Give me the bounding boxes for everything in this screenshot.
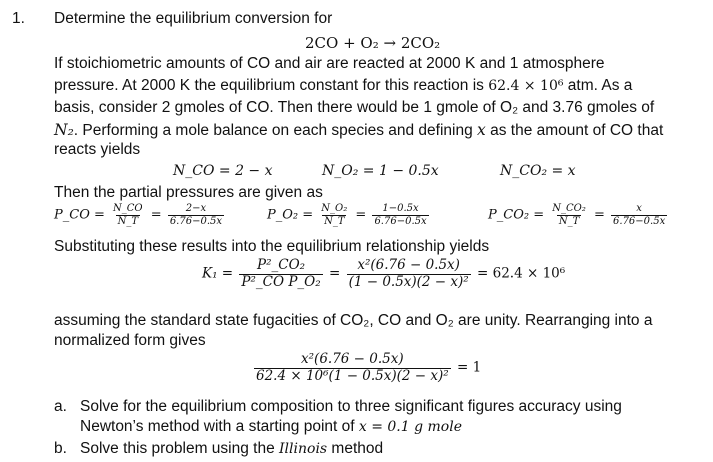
n-o2-equation: N_O₂ = 1 − 0.5x	[322, 163, 439, 179]
n-co-equation: N_CO = 2 − x	[173, 163, 273, 179]
p-co-equation: P_CO = $\frac{N\_CO}{N\_T}$ = $\frac{2-x}{6.76-0.5x}$	[54, 203, 222, 227]
k1-frac1-num: P²_CO₂	[257, 257, 306, 273]
part-a-line-1: Solve for the equilibrium composition to three significant figures accuracy using	[80, 398, 622, 415]
assuming-line-2: normalized form gives	[54, 332, 206, 349]
x-variable: x	[477, 121, 486, 139]
p-co2-den: 6.76−0.5x	[613, 215, 666, 227]
p-co2-lhs: P_CO₂	[488, 207, 530, 223]
part-a-marker: a.	[54, 398, 67, 415]
partial-pressures-intro: Then the partial pressures are given as	[54, 184, 323, 201]
k1-lhs: K₁	[202, 265, 218, 282]
paragraph-line-5: reacts yields	[54, 141, 141, 158]
n-co2-equation: N_CO₂ = x	[500, 163, 576, 179]
paragraph-line-4	[54, 121, 663, 140]
part-b-line	[80, 440, 383, 458]
paragraph-line-1: If stoichiometric amounts of CO and air are reacted at 2000 K and 1 atmosphere	[54, 55, 605, 72]
p-o2-equation: P_O₂ = $\frac{\text{N\_O₂}}{N\_T}$ = $\frac{1-0.5x}{6.76-0.5x}$	[267, 203, 427, 227]
part-b-text-a: Solve this problem using the	[80, 440, 280, 457]
equilibrium-constant-value: 62.4 × 10⁶	[488, 78, 564, 94]
p-co2-mid-num: N_CO₂	[552, 203, 586, 214]
paragraph-line-2	[54, 77, 632, 95]
normalized-rhs: = 1	[456, 359, 482, 376]
p-co-num: 2−x	[185, 203, 207, 214]
normalized-num: x²(6.76 − 0.5x)	[301, 351, 404, 367]
p-co-mid-den: N_T	[117, 215, 139, 227]
p-o2-mid-den: N_T	[324, 215, 345, 227]
p-o2-den: 6.76−0.5x	[374, 215, 427, 227]
k1-equation: K₁ = $\frac{\text{P²\_CO₂}}{\text{P²\_CO P\_O₂}}$ = $\frac{\text{x²(6.76 − 0.5x)}}{\text{(1 − 0.5x)(2 − x)²}}$ = 62.4 × 10⁶	[202, 257, 566, 290]
p-o2-lhs: P_O₂	[267, 207, 299, 223]
k1-rhs: = 62.4 × 10⁶	[477, 265, 566, 282]
substitute-line: Substituting these results into the equilibrium relationship yields	[54, 238, 490, 255]
illinois-method-name: Illinois	[279, 441, 328, 457]
paragraph-line-2-text-b: atm. As a	[563, 77, 633, 94]
part-a-line-2	[80, 418, 462, 436]
normalized-equation	[252, 352, 481, 384]
normalized-den: 62.4 × 10⁶(1 − 0.5x)(2 − x)²	[256, 367, 449, 384]
paragraph-line-4-text-c: as the amount of CO that	[485, 122, 664, 139]
assuming-line-1: assuming the standard state fugacities of CO₂, CO and O₂ are unity. Rearranging into a	[54, 312, 653, 329]
p-co2-num: x	[636, 203, 642, 214]
p-co-den: 6.76−0.5x	[169, 215, 222, 227]
k1-frac2-num: x²(6.76 − 0.5x)	[357, 257, 460, 273]
paragraph-line-3: basis, consider 2 gmoles of CO. Then there would be 1 gmole of O₂ and 3.76 gmoles of	[54, 99, 655, 116]
problem-title: Determine the equilibrium conversion for	[54, 10, 333, 27]
paragraph-line-2-text-a: pressure. At 2000 K the equilibrium constant for this reaction is	[54, 77, 489, 94]
n2-symbol: N₂	[54, 121, 74, 139]
part-b-marker: b.	[54, 440, 67, 457]
part-a-line-2-text: Newton’s method with a starting point of	[80, 418, 359, 435]
k1-frac2-den: (1 − 0.5x)(2 − x)²	[348, 273, 469, 290]
part-b-text-b: method	[327, 440, 384, 457]
p-o2-mid-num: N_O₂	[321, 203, 348, 214]
k1-frac1-den: P²_CO P_O₂	[241, 273, 321, 290]
reaction-equation: 2CO + O₂ → 2CO₂	[305, 34, 441, 52]
p-o2-num: 1−0.5x	[382, 203, 419, 214]
p-co-lhs: P_CO	[54, 207, 90, 223]
part-a-starting-point: x = 0.1 g mole	[358, 419, 462, 435]
p-co2-mid-den: N_T	[558, 215, 580, 227]
paragraph-line-4-text-b: . Performing a mole balance on each species and defining	[73, 122, 478, 139]
p-co-mid-num: N_CO	[113, 203, 143, 214]
problem-number: 1.	[12, 10, 25, 27]
p-co2-equation: P_CO₂ = $\frac{\text{N\_CO₂}}{N\_T}$ = $\frac{x}{6.76-0.5x}$	[488, 203, 666, 227]
